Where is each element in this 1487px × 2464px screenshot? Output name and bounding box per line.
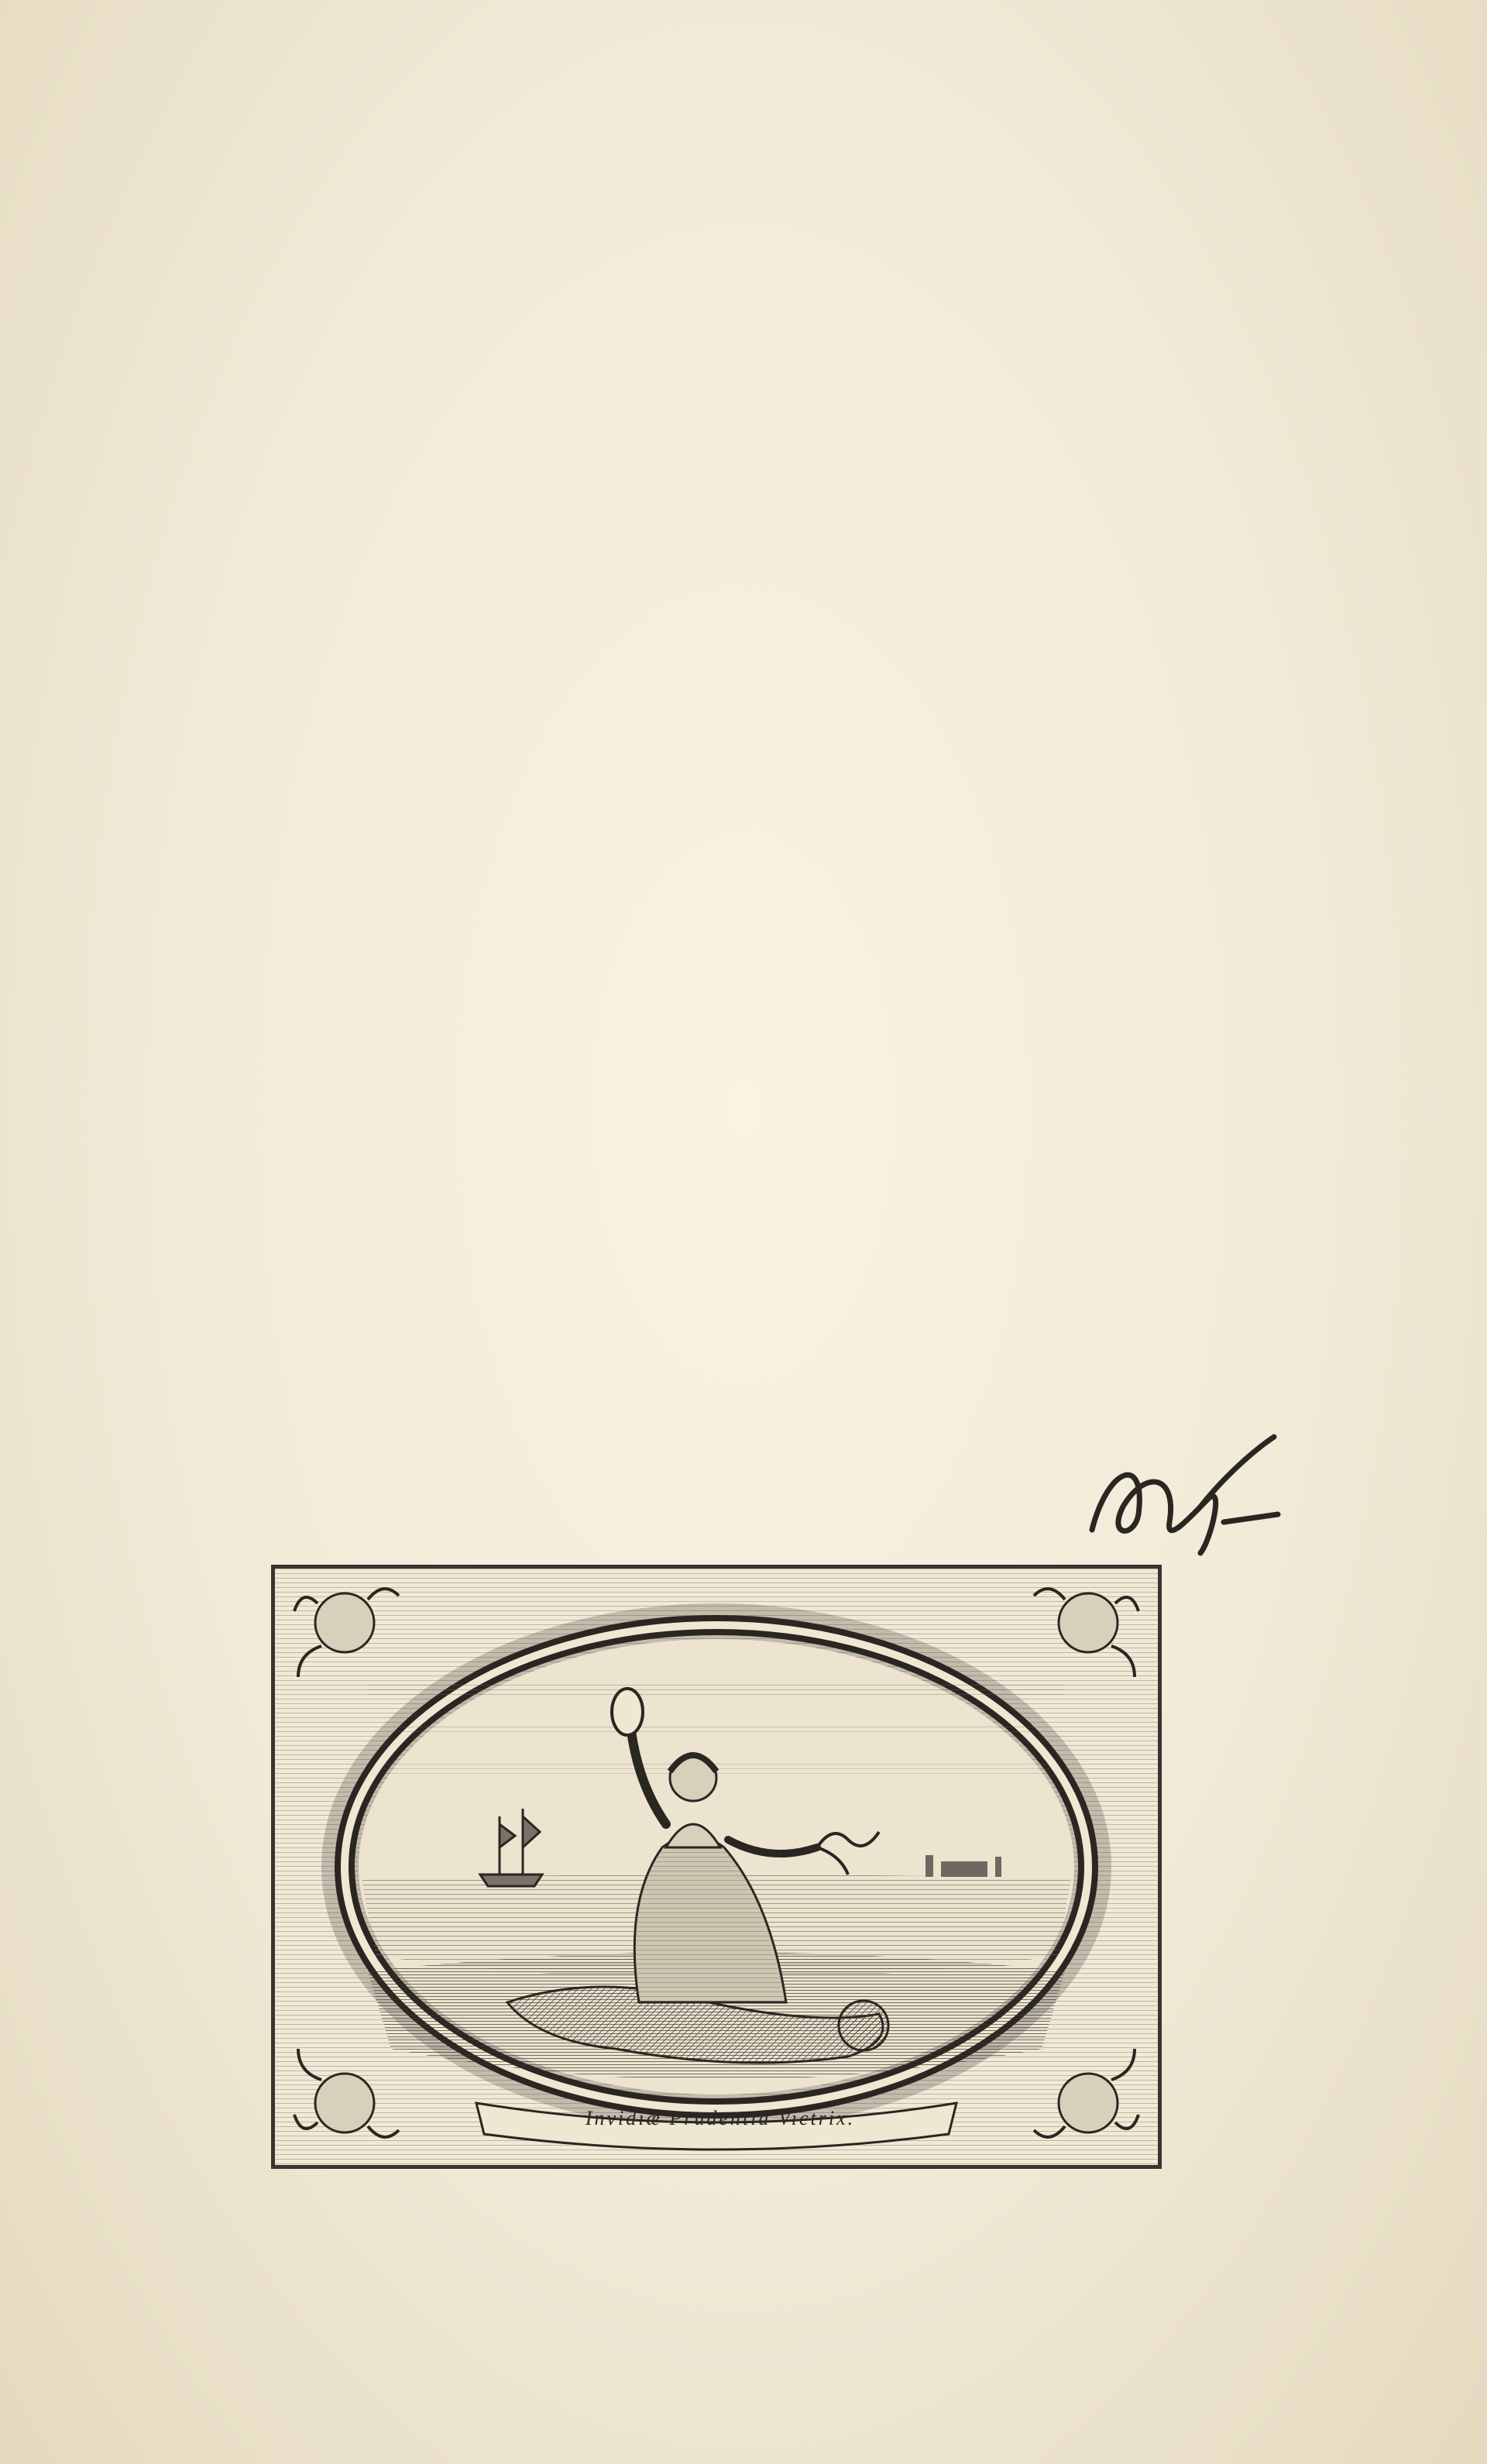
handwritten-signature	[1077, 1421, 1309, 1576]
engraving-illustration	[275, 1569, 1158, 2165]
engraving-frame	[271, 1565, 1162, 2169]
engraving-motto: Invidiæ Prudentia Victrix.	[585, 2107, 856, 2129]
